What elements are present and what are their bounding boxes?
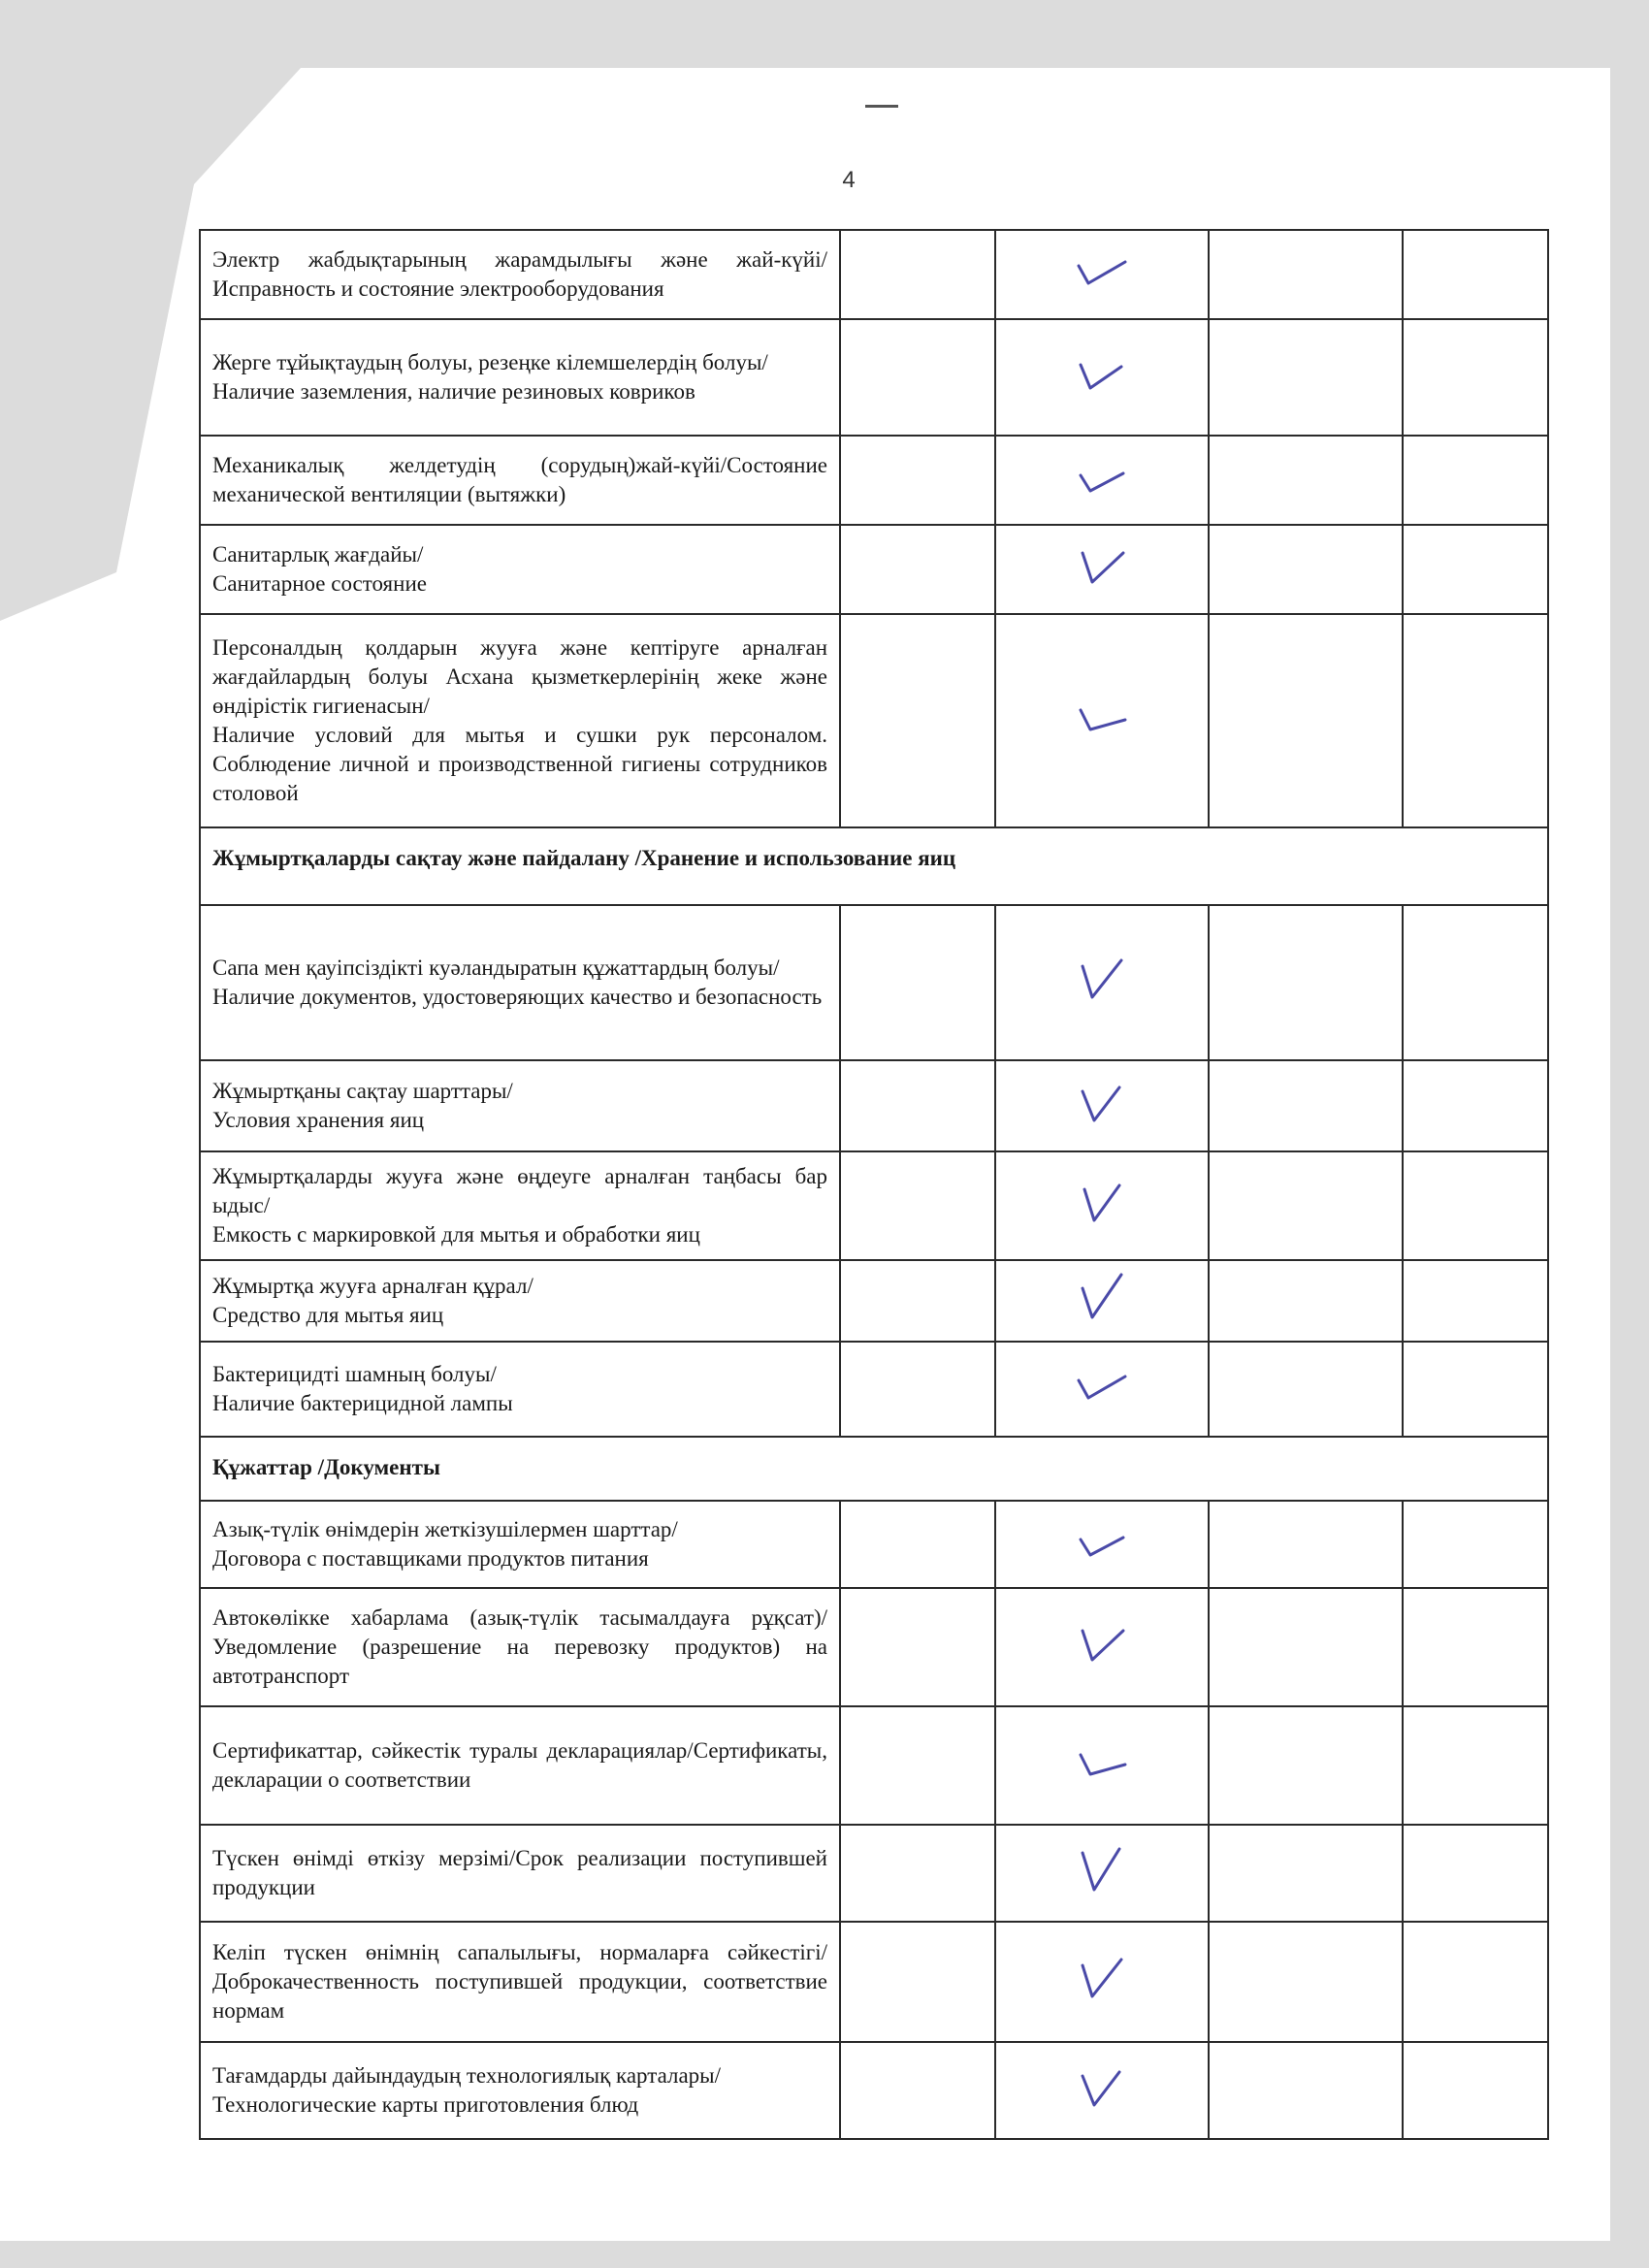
checkmark-icon: [1073, 1076, 1131, 1130]
yes-column-cell: [995, 1260, 1209, 1342]
requirement-text: Наличие условий для мытья и сушки рук персоналом. Соблюдение личной и производственной гигиены сотрудников столовой: [212, 723, 827, 805]
requirement-text: Жұмыртқаларды жууға және өңдеуге арналған таңбасы бар ыдыс/: [212, 1164, 827, 1217]
checkmark-icon: [1073, 2060, 1131, 2115]
checkmark-icon: [1073, 347, 1131, 402]
notes-cell: [1403, 905, 1548, 1060]
checkmark-icon: [1073, 1617, 1131, 1671]
table-row: [200, 319, 1548, 436]
no-column-cell: [840, 614, 995, 827]
yes-column-cell: [995, 1342, 1209, 1437]
no-column-cell: [840, 2042, 995, 2139]
table-row: [200, 436, 1548, 525]
no-column-cell: [840, 1706, 995, 1825]
notes-cell: [1403, 319, 1548, 436]
section-row: [200, 827, 1548, 905]
requirement-text: Емкость с маркировкой для мытья и обработки яиц: [212, 1222, 700, 1247]
table-row: [200, 1825, 1548, 1922]
no-column-cell: [840, 1825, 995, 1922]
not-applicable-cell: [1209, 436, 1403, 525]
requirement-text: Санитарлық жағдайы/: [212, 542, 424, 567]
not-applicable-cell: [1209, 2042, 1403, 2139]
notes-cell: [1403, 614, 1548, 827]
requirement-text: Азық-түлік өнімдерін жеткізушілермен шарттар/: [212, 1517, 678, 1541]
not-applicable-cell: [1209, 1260, 1403, 1342]
yes-column-cell: [995, 1501, 1209, 1588]
no-column-cell: [840, 1922, 995, 2042]
checkmark-icon: [1073, 1735, 1131, 1790]
requirement-cell: [200, 436, 840, 525]
no-column-cell: [840, 1260, 995, 1342]
not-applicable-cell: [1209, 1706, 1403, 1825]
requirement-cell: [200, 1706, 840, 1825]
yes-column-cell: [995, 1706, 1209, 1825]
not-applicable-cell: [1209, 1825, 1403, 1922]
requirement-text: Наличие документов, удостоверяющих качество и безопасность: [212, 985, 823, 1009]
notes-cell: [1403, 1060, 1548, 1151]
requirement-text: Сапа мен қауіпсіздікті куәландыратын құжаттардың болуы/: [212, 956, 780, 980]
requirement-cell: [200, 1588, 840, 1706]
requirement-text: Жұмыртқа жууға арналған құрал/: [212, 1274, 534, 1298]
not-applicable-cell: [1209, 1588, 1403, 1706]
no-column-cell: [840, 525, 995, 614]
section-row: [200, 1437, 1548, 1501]
requirement-cell: [200, 230, 840, 319]
yes-column-cell: [995, 1060, 1209, 1151]
no-column-cell: [840, 905, 995, 1060]
requirement-text: Бактерицидті шамның болуы/: [212, 1362, 497, 1386]
table-row: [200, 1588, 1548, 1706]
not-applicable-cell: [1209, 614, 1403, 827]
notes-cell: [1403, 2042, 1548, 2139]
notes-cell: [1403, 1588, 1548, 1706]
checkmark-icon: [1073, 244, 1131, 299]
notes-cell: [1403, 1825, 1548, 1922]
requirement-cell: [200, 1151, 840, 1260]
notes-cell: [1403, 436, 1548, 525]
not-applicable-cell: [1209, 905, 1403, 1060]
pen-mark: [865, 105, 898, 108]
requirement-cell: [200, 1342, 840, 1437]
no-column-cell: [840, 1342, 995, 1437]
notes-cell: [1403, 525, 1548, 614]
requirement-cell: [200, 614, 840, 827]
notes-cell: [1403, 1706, 1548, 1825]
yes-column-cell: [995, 2042, 1209, 2139]
no-column-cell: [840, 1501, 995, 1588]
checkmark-icon: [1073, 1843, 1131, 1897]
table-row: [200, 1922, 1548, 2042]
table-row: [200, 230, 1548, 319]
not-applicable-cell: [1209, 1342, 1403, 1437]
requirement-text: Автокөлікке хабарлама (азық-түлік тасымалдауға рұқсат)/ Уведомление (разрешение на перевозку продуктов) на автотранспорт: [212, 1605, 827, 1688]
no-column-cell: [840, 1151, 995, 1260]
requirement-cell: [200, 1825, 840, 1922]
requirement-cell: [200, 319, 840, 436]
requirement-text: Санитарное состояние: [212, 571, 427, 596]
checklist-rows: [200, 230, 1548, 2139]
table-row: [200, 1501, 1548, 1588]
table-row: [200, 614, 1548, 827]
section-title: Жұмыртқаларды сақтау және пайдалану /Хранение и использование яиц: [200, 827, 1548, 905]
yes-column-cell: [995, 1922, 1209, 2042]
not-applicable-cell: [1209, 1501, 1403, 1588]
no-column-cell: [840, 1588, 995, 1706]
yes-column-cell: [995, 436, 1209, 525]
not-applicable-cell: [1209, 1151, 1403, 1260]
no-column-cell: [840, 319, 995, 436]
not-applicable-cell: [1209, 1060, 1403, 1151]
table-row: [200, 1060, 1548, 1151]
checkmark-icon: [1073, 1514, 1131, 1569]
requirement-text: Технологические карты приготовления блюд: [212, 2092, 639, 2117]
not-applicable-cell: [1209, 230, 1403, 319]
requirement-cell: [200, 1260, 840, 1342]
requirement-text: Түскен өнімді өткізу мерзімі/Срок реализации поступившей продукции: [212, 1846, 827, 1899]
notes-cell: [1403, 1260, 1548, 1342]
table-row: [200, 905, 1548, 1060]
no-column-cell: [840, 436, 995, 525]
requirement-text: Персоналдың қолдарын жууға және кептіруге арналған жағдайлардың болуы Асхана қызметкерлерінің жеке және өндірістік гигиенасын/: [212, 635, 827, 718]
requirement-text: Жұмыртқаны сақтау шарттары/: [212, 1079, 513, 1103]
yes-column-cell: [995, 1825, 1209, 1922]
section-title: Құжаттар /Документы: [200, 1437, 1548, 1501]
checkmark-icon: [1073, 1271, 1131, 1325]
yes-column-cell: [995, 614, 1209, 827]
checkmark-icon: [1073, 539, 1131, 594]
checkmark-icon: [1073, 1359, 1131, 1413]
not-applicable-cell: [1209, 1922, 1403, 2042]
table-row: [200, 525, 1548, 614]
not-applicable-cell: [1209, 319, 1403, 436]
checklist-table: [199, 229, 1549, 2140]
yes-column-cell: [995, 230, 1209, 319]
requirement-text: Наличие заземления, наличие резиновых ковриков: [212, 379, 695, 404]
requirement-text: Средство для мытья яиц: [212, 1303, 444, 1327]
no-column-cell: [840, 230, 995, 319]
yes-column-cell: [995, 525, 1209, 614]
notes-cell: [1403, 1151, 1548, 1260]
notes-cell: [1403, 1501, 1548, 1588]
table-row: [200, 1151, 1548, 1260]
notes-cell: [1403, 1342, 1548, 1437]
requirement-cell: [200, 905, 840, 1060]
checkmark-icon: [1073, 1176, 1131, 1230]
page-number: 4: [842, 167, 856, 193]
yes-column-cell: [995, 905, 1209, 1060]
requirement-text: Договора с поставщиками продуктов питания: [212, 1546, 649, 1571]
no-column-cell: [840, 1060, 995, 1151]
requirement-cell: [200, 1501, 840, 1588]
not-applicable-cell: [1209, 525, 1403, 614]
requirement-text: Наличие бактерицидной лампы: [212, 1391, 513, 1415]
requirement-text: Жерге тұйықтаудың болуы, резеңке кілемшелердің болуы/: [212, 350, 768, 374]
requirement-text: Механикалық желдетудің (сорудың)жай-күйі/Состояние механической вентиляции (вытяжки): [212, 453, 827, 506]
yes-column-cell: [995, 1151, 1209, 1260]
requirement-text: Келіп түскен өнімнің сапалылығы, нормаларға сәйкестігі/ Доброкачественность поступившей продукции, соответствие нормам: [212, 1940, 827, 2023]
table-row: [200, 1342, 1548, 1437]
requirement-cell: [200, 2042, 840, 2139]
requirement-cell: [200, 525, 840, 614]
table-row: [200, 1260, 1548, 1342]
requirement-text: Сертификаттар, сәйкестік туралы декларациялар/Сертификаты, декларации о соответствии: [212, 1738, 827, 1792]
notes-cell: [1403, 1922, 1548, 2042]
yes-column-cell: [995, 1588, 1209, 1706]
table-row: [200, 2042, 1548, 2139]
checkmark-icon: [1073, 1952, 1131, 2006]
requirement-text: Электр жабдықтарының жарамдылығы және жай-күйі/Исправность и состояние электрооборудования: [212, 247, 827, 301]
table-row: [200, 1706, 1548, 1825]
requirement-text: Тағамдарды дайындаудың технологиялық карталары/: [212, 2063, 722, 2088]
checkmark-icon: [1073, 953, 1131, 1007]
checkmark-icon: [1073, 450, 1131, 504]
yes-column-cell: [995, 319, 1209, 436]
checkmark-icon: [1073, 691, 1131, 745]
notes-cell: [1403, 230, 1548, 319]
requirement-cell: [200, 1922, 840, 2042]
requirement-cell: [200, 1060, 840, 1151]
requirement-text: Условия хранения яиц: [212, 1108, 425, 1132]
